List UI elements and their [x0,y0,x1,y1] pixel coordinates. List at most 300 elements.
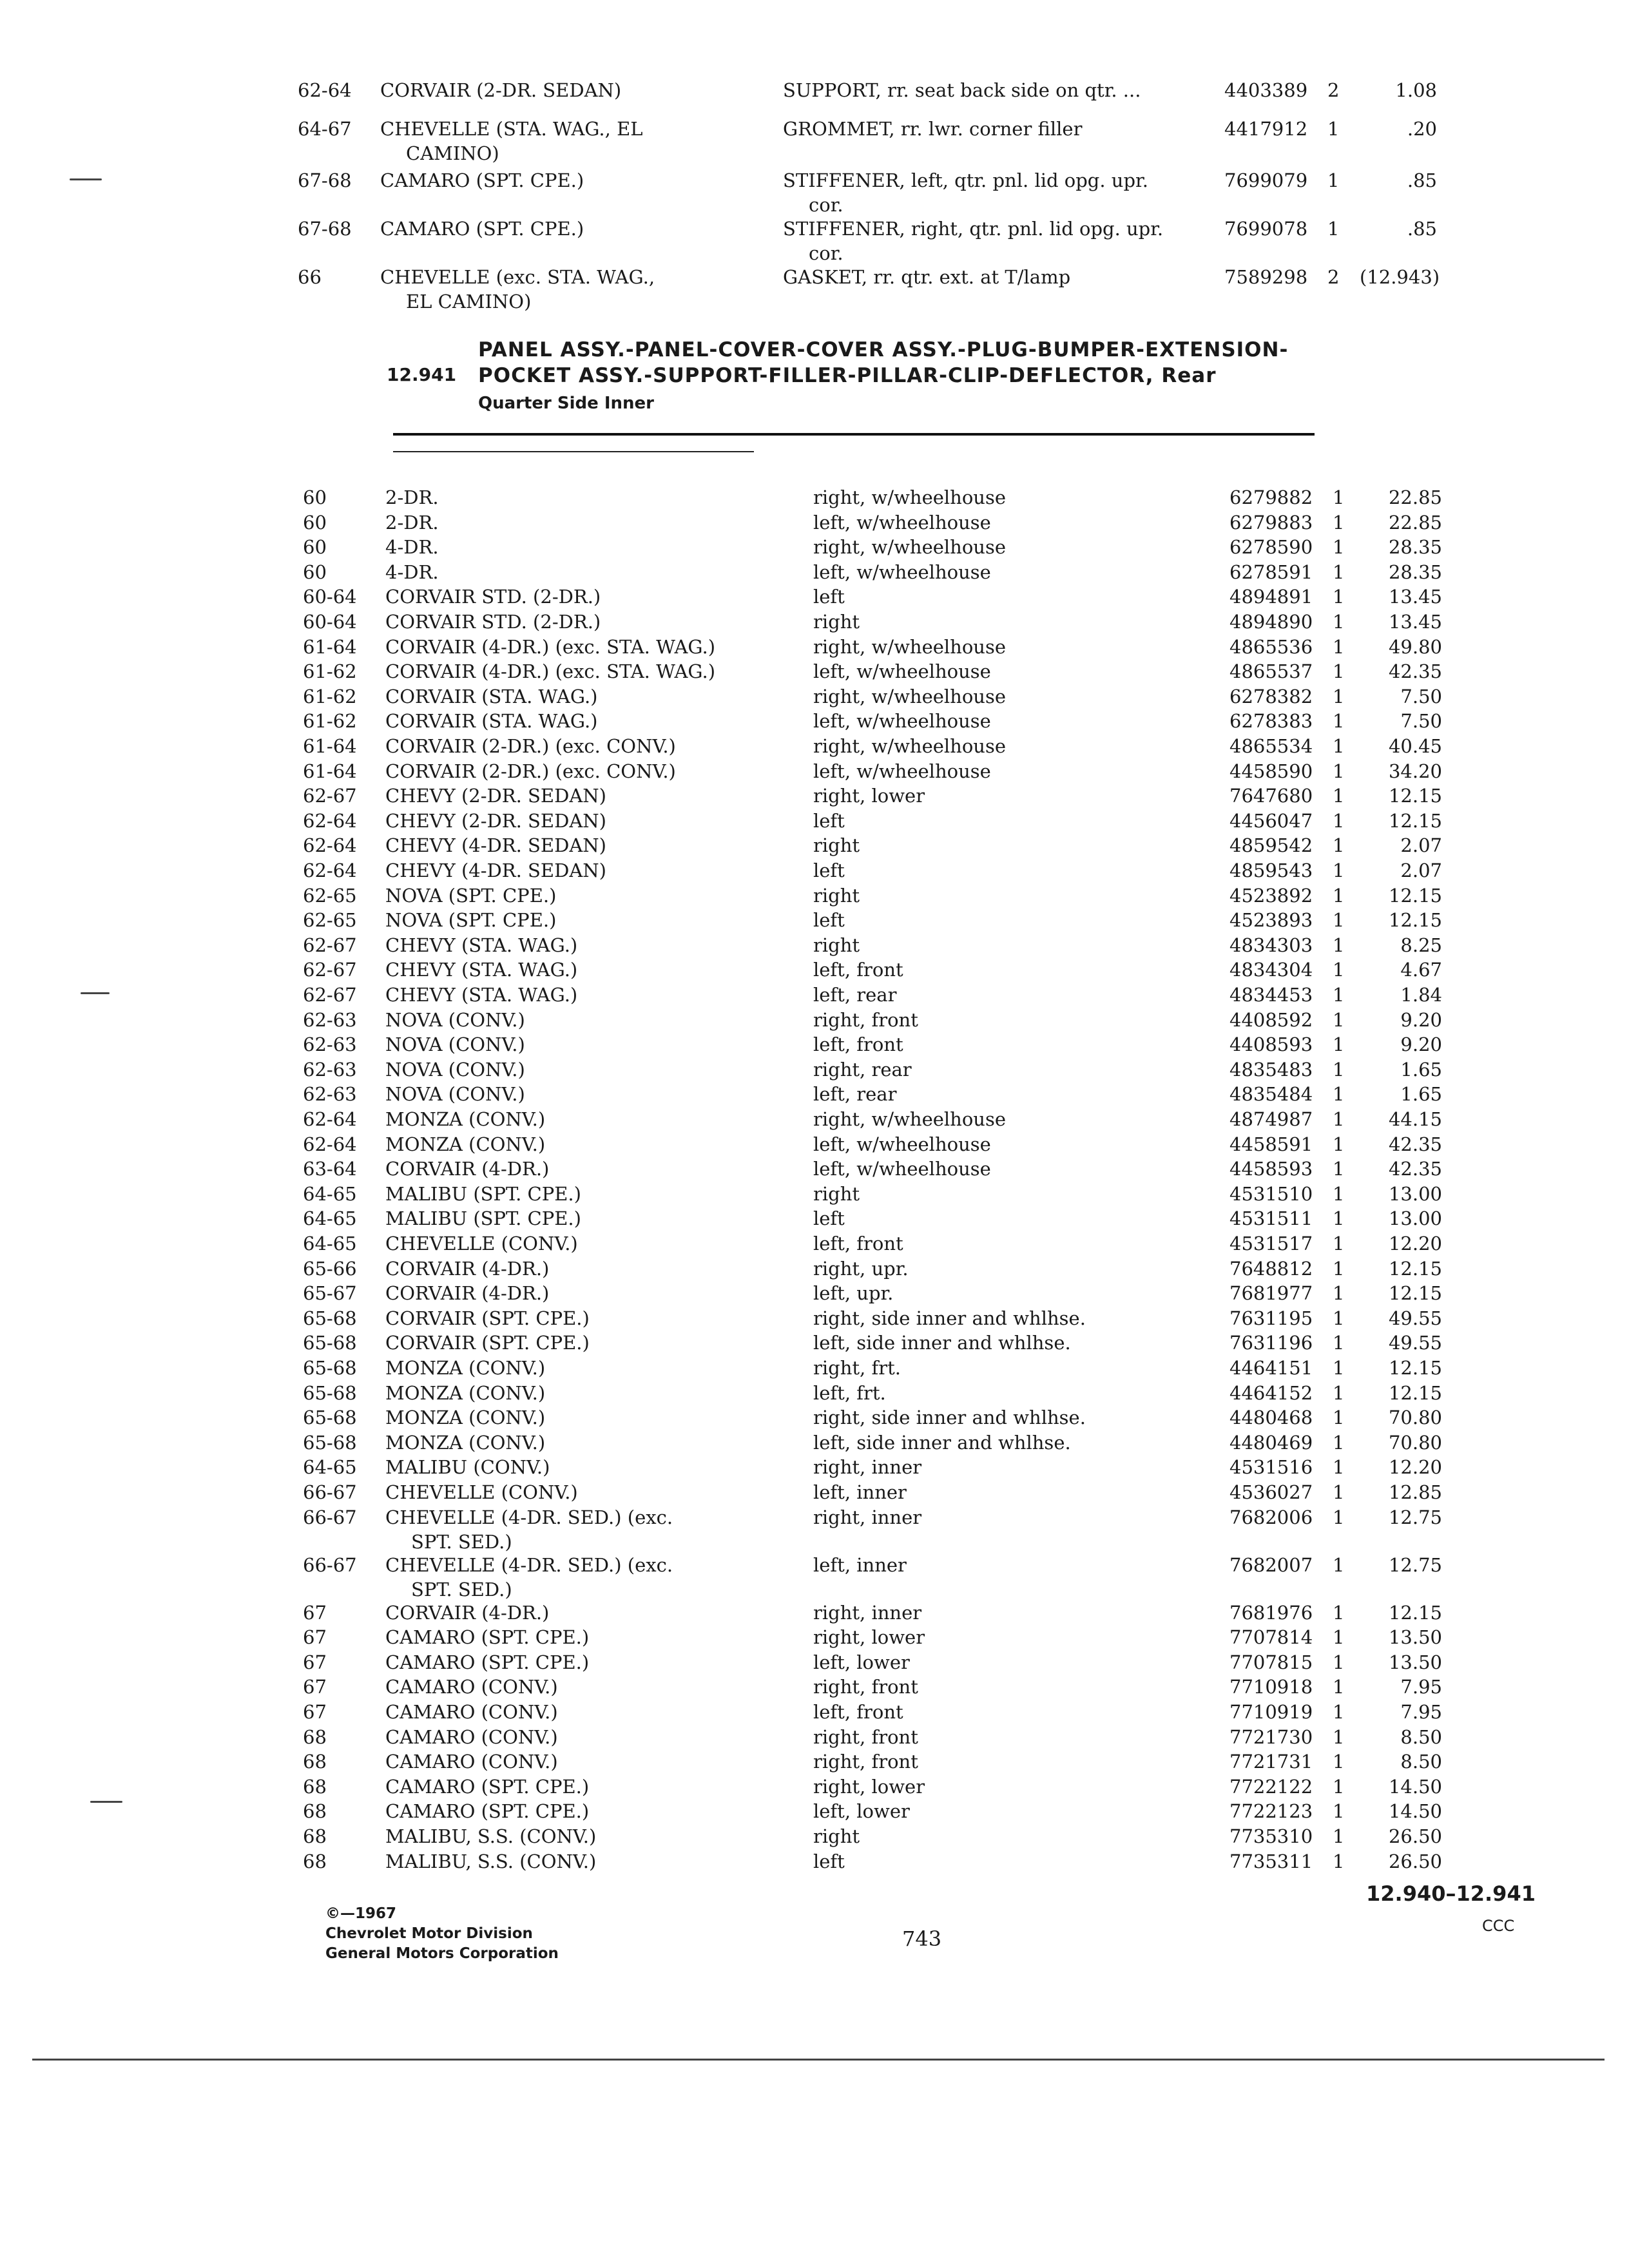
quantity: 1 [1333,486,1345,508]
price: 26.50 [1388,1850,1442,1872]
part-number: 7722122 [1229,1775,1313,1798]
price: 70.80 [1388,1431,1442,1454]
part-description: left, inner [813,1481,907,1503]
parts-row [0,1231,1629,1256]
part-description: left, lower [813,1651,910,1673]
quantity: 1 [1333,1257,1345,1280]
parts-row [0,1430,1629,1456]
model-year: 62-65 [303,909,357,932]
quantity: 1 [1333,1553,1345,1576]
part-number: 4403389 [1224,79,1308,101]
price: 1.65 [1400,1083,1442,1106]
price: 2.07 [1400,834,1442,857]
model-name: NOVA (SPT. CPE.) [385,909,557,932]
quantity: 1 [1333,1626,1345,1649]
quantity: 1 [1333,1357,1345,1379]
part-number: 7631195 [1229,1307,1313,1329]
price: 9.20 [1400,1008,1442,1031]
model-year: 65-68 [303,1357,357,1379]
part-number: 6278591 [1229,561,1313,583]
model-year: 65-68 [303,1307,357,1329]
part-description: right [813,884,860,907]
part-number: 4408593 [1229,1033,1313,1056]
part-description: left [813,1207,845,1230]
model-name: 4-DR. [385,536,439,559]
model-name: CHEVELLE (CONV.) [385,1233,578,1254]
model-year: 61-64 [303,635,357,658]
model-name: CORVAIR (4-DR.) (exc. STA. WAG.) [385,635,716,658]
model-name: CHEVELLE (exc. STA. WAG., [380,266,655,288]
model-year: 68 [303,1725,327,1748]
model-name: MONZA (CONV.) [385,1407,546,1429]
part-description: left, rear [813,1083,897,1106]
price: 1.08 [1395,79,1437,101]
quantity: 1 [1333,1676,1345,1698]
model-year: 65-66 [303,1257,357,1280]
quantity: 1 [1333,984,1345,1006]
parts-row [0,1330,1629,1356]
parts-row [0,1798,1629,1824]
part-description: left, lower [813,1800,910,1823]
quantity: 1 [1333,1381,1345,1404]
part-number: 7647680 [1229,785,1313,807]
model-name: MALIBU, S.S. (CONV.) [385,1825,597,1847]
model-year: 64-65 [303,1233,357,1254]
parts-row [0,1405,1629,1430]
price: 14.50 [1388,1775,1442,1798]
part-number: 4456047 [1229,809,1313,832]
quantity: 1 [1333,561,1345,583]
parts-row [0,534,1629,560]
model-year: 62-64 [303,809,357,832]
model-name: CHEVY (STA. WAG.) [385,934,578,956]
margin-mark [81,992,110,994]
part-description: right, front [813,1676,918,1698]
quantity: 1 [1333,934,1345,956]
part-number: 6278590 [1229,536,1313,559]
price: 12.15 [1388,909,1442,932]
price: 12.20 [1388,1456,1442,1479]
price: 42.35 [1388,1133,1442,1155]
model-year: 68 [303,1825,327,1847]
model-year: 66-67 [303,1553,357,1576]
part-description: GASKET, rr. qtr. ext. at T/lamp [783,266,1071,288]
model-year: 60 [303,561,327,583]
part-number: 4835483 [1229,1058,1313,1081]
parts-row [0,858,1629,883]
model-year: 60 [303,486,327,508]
model-year: 64-65 [303,1182,357,1205]
quantity: 1 [1333,1133,1345,1155]
part-description: right, w/wheelhouse [813,635,1007,658]
model-year: 67 [303,1701,327,1723]
parts-row [0,1256,1629,1282]
parts-row [0,1206,1629,1231]
description-continuation [0,192,1629,218]
part-number: 4859543 [1229,860,1313,881]
parts-row [0,883,1629,908]
part-number: 4874987 [1229,1108,1313,1130]
price: 14.50 [1388,1800,1442,1823]
page-code: CCC [1482,1917,1515,1935]
part-description: left, front [813,1233,903,1254]
quantity: 1 [1333,1207,1345,1230]
row-continuation [0,140,1629,166]
quantity: 1 [1333,860,1345,881]
part-description: right, front [813,1008,918,1031]
part-description: left [813,586,845,608]
quantity: 1 [1333,959,1345,981]
model-year: 62-63 [303,1008,357,1031]
part-description: left, w/wheelhouse [813,1133,991,1155]
part-number: 7648812 [1229,1257,1313,1280]
quantity: 1 [1333,1601,1345,1624]
part-description: right, inner [813,1506,922,1528]
quantity: 1 [1333,1725,1345,1748]
part-number: 7735310 [1229,1825,1313,1847]
row-continuation [0,289,1629,314]
price: 12.20 [1388,1233,1442,1254]
model-name: NOVA (CONV.) [385,1008,525,1031]
model-name: CHEVY (STA. WAG.) [385,984,578,1006]
model-name: CORVAIR (2-DR.) (exc. CONV.) [385,760,676,782]
parts-row [0,634,1629,660]
model-year: 61-62 [303,685,357,707]
parts-row [0,1674,1629,1700]
part-number: 4834453 [1229,984,1313,1006]
model-year: 62-67 [303,785,357,807]
model-year: 61-62 [303,710,357,733]
part-description: right, inner [813,1601,922,1624]
part-description: left, w/wheelhouse [813,760,991,782]
model-name: MALIBU (CONV.) [385,1456,550,1479]
model-name: CHEVELLE (4-DR. SED.) (exc. [385,1553,673,1576]
part-description: left, w/wheelhouse [813,710,991,733]
model-name-continued: EL CAMINO) [406,291,532,312]
parts-row [0,932,1629,958]
parts-row [0,77,1629,103]
quantity: 1 [1333,635,1345,658]
quantity: 1 [1333,1456,1345,1479]
part-description: right [813,834,860,857]
bottom-rule [32,2059,1605,2061]
page-number: 743 [902,1927,942,1951]
model-name-continued: SPT. SED.) [411,1578,512,1600]
copyright-line: ©—1967 [325,1905,397,1922]
quantity: 1 [1333,1332,1345,1354]
part-description: left, w/wheelhouse [813,561,991,583]
part-number: 7735311 [1229,1850,1313,1872]
parts-row [0,1305,1629,1331]
price: 22.85 [1388,486,1442,508]
part-number: 4458593 [1229,1158,1313,1180]
model-year: 64-65 [303,1207,357,1230]
part-number: 7631196 [1229,1332,1313,1354]
quantity: 1 [1333,1701,1345,1723]
model-name: CHEVELLE (STA. WAG., EL [380,118,643,140]
model-year: 62-65 [303,884,357,907]
part-description: right, front [813,1751,918,1773]
price: 12.15 [1388,1601,1442,1624]
part-description: STIFFENER, right, qtr. pnl. lid opg. upr. [783,218,1164,240]
section-title-line-2: POCKET ASSY.-SUPPORT-FILLER-PILLAR-CLIP-DEFLECTOR, Rear [478,364,1217,387]
model-year: 65-68 [303,1381,357,1404]
part-number: 4894891 [1229,586,1313,608]
quantity: 1 [1333,1825,1345,1847]
model-year: 62-63 [303,1083,357,1106]
price: 12.15 [1388,785,1442,807]
price: 12.75 [1388,1506,1442,1528]
part-number: 7721730 [1229,1725,1313,1748]
quantity: 2 [1327,79,1340,101]
model-year: 62-63 [303,1058,357,1081]
price: .85 [1407,169,1437,191]
row-continuation [0,1529,1629,1555]
model-year: 62-67 [303,984,357,1006]
parts-row [0,510,1629,535]
price: 8.50 [1400,1751,1442,1773]
parts-row [0,1007,1629,1033]
row-continuation [0,1577,1629,1602]
price: (12.943) [1360,266,1440,288]
model-year: 68 [303,1751,327,1773]
quantity: 1 [1327,169,1340,191]
price: 40.45 [1388,735,1442,757]
model-name: CORVAIR STD. (2-DR.) [385,586,601,608]
model-name: CORVAIR (STA. WAG.) [385,685,598,707]
price: 12.15 [1388,1357,1442,1379]
model-name: CORVAIR (4-DR.) [385,1257,550,1280]
price: 4.67 [1400,959,1442,981]
parts-row [0,264,1629,290]
parts-row [0,684,1629,709]
part-number: 7681976 [1229,1601,1313,1624]
parts-row [0,1724,1629,1750]
parts-row [0,1479,1629,1505]
quantity: 2 [1327,266,1340,288]
price: 7.95 [1400,1701,1442,1723]
quantity: 1 [1333,1651,1345,1673]
price: 7.50 [1400,685,1442,707]
parts-row [0,708,1629,734]
parts-row [0,907,1629,933]
model-name: MONZA (CONV.) [385,1133,546,1155]
model-year: 65-67 [303,1282,357,1305]
part-number: 4417912 [1224,118,1308,140]
parts-row [0,1749,1629,1774]
model-name: 2-DR. [385,511,439,533]
model-year: 61-64 [303,760,357,782]
quantity: 1 [1333,1008,1345,1031]
model-name: CAMARO (SPT. CPE.) [385,1800,590,1823]
price: 28.35 [1388,536,1442,559]
part-number: 7699079 [1224,169,1308,191]
model-name: CORVAIR (2-DR. SEDAN) [380,79,622,101]
parts-row [0,1504,1629,1530]
quantity: 1 [1333,1033,1345,1056]
model-name: CORVAIR STD. (2-DR.) [385,611,601,633]
model-year: 65-68 [303,1332,357,1354]
section-subtitle: Quarter Side Inner [478,394,654,413]
margin-mark [90,1801,122,1803]
part-description: right, w/wheelhouse [813,685,1007,707]
part-number: 7681977 [1229,1282,1313,1305]
division-name: Chevrolet Motor Division [325,1925,533,1942]
quantity: 1 [1333,760,1345,782]
part-description: right [813,934,860,956]
part-number: 4536027 [1229,1481,1313,1503]
part-description: left, side inner and whlhse. [813,1332,1071,1354]
price: 9.20 [1400,1033,1442,1056]
part-description: left, front [813,1033,903,1056]
price: 1.65 [1400,1058,1442,1081]
part-number: 7699078 [1224,218,1308,240]
quantity: 1 [1333,1850,1345,1872]
part-number: 4865537 [1229,660,1313,683]
part-number: 4408592 [1229,1008,1313,1031]
price: 12.85 [1388,1481,1442,1503]
model-year: 61-62 [303,660,357,683]
part-number: 4894890 [1229,611,1313,633]
quantity: 1 [1333,1800,1345,1823]
model-name: CAMARO (CONV.) [385,1701,558,1723]
part-description: right, lower [813,1775,925,1798]
model-year: 65-68 [303,1407,357,1429]
quantity: 1 [1327,218,1340,240]
model-name: CAMARO (SPT. CPE.) [385,1626,590,1649]
price: 2.07 [1400,860,1442,881]
model-name: CHEVY (4-DR. SEDAN) [385,834,606,857]
model-name: CORVAIR (4-DR.) (exc. STA. WAG.) [385,660,716,683]
margin-mark [70,178,102,180]
model-year: 61-64 [303,735,357,757]
part-number: 7722123 [1229,1800,1313,1823]
model-year: 67 [303,1676,327,1698]
quantity: 1 [1333,1307,1345,1329]
model-year: 62-63 [303,1033,357,1056]
quantity: 1 [1333,735,1345,757]
price: 12.15 [1388,1381,1442,1404]
model-name: CAMARO (CONV.) [385,1725,558,1748]
price: 8.25 [1400,934,1442,956]
part-description: left, w/wheelhouse [813,511,991,533]
model-name: CORVAIR (4-DR.) [385,1601,550,1624]
model-year: 68 [303,1775,327,1798]
parts-row [0,1823,1629,1849]
quantity: 1 [1333,1751,1345,1773]
quantity: 1 [1333,1431,1345,1454]
part-number: 7707814 [1229,1626,1313,1649]
quantity: 1 [1333,1506,1345,1528]
part-description: right, w/wheelhouse [813,735,1007,757]
part-number: 4865536 [1229,635,1313,658]
model-year: 66-67 [303,1481,357,1503]
part-number: 4523893 [1229,909,1313,932]
parts-row [0,1057,1629,1082]
model-name: CORVAIR (4-DR.) [385,1282,550,1305]
part-number: 4480468 [1229,1407,1313,1429]
part-number: 7589298 [1224,266,1308,288]
part-description: left, rear [813,984,897,1006]
price: 13.00 [1388,1207,1442,1230]
price: 12.75 [1388,1553,1442,1576]
parts-row [0,1032,1629,1057]
model-name: MALIBU (SPT. CPE.) [385,1182,581,1205]
model-name: CAMARO (SPT. CPE.) [385,1775,590,1798]
price: .85 [1407,218,1437,240]
quantity: 1 [1333,1108,1345,1130]
quantity: 1 [1333,660,1345,683]
model-name: MALIBU, S.S. (CONV.) [385,1850,597,1872]
model-year: 60 [303,536,327,559]
part-number: 4458590 [1229,760,1313,782]
price: 22.85 [1388,511,1442,533]
price: 13.50 [1388,1626,1442,1649]
parts-row [0,1849,1629,1874]
quantity: 1 [1333,1158,1345,1180]
model-name: CORVAIR (4-DR.) [385,1158,550,1180]
quantity: 1 [1333,710,1345,733]
parts-row [0,1699,1629,1725]
part-number: 7707815 [1229,1651,1313,1673]
model-year: 68 [303,1800,327,1823]
model-name: CAMARO (SPT. CPE.) [385,1651,590,1673]
quantity: 1 [1333,586,1345,608]
model-name: MONZA (CONV.) [385,1381,546,1404]
section-number: 12.941 [387,364,457,385]
part-description: right, w/wheelhouse [813,486,1007,508]
model-name: CAMARO (CONV.) [385,1751,558,1773]
part-number: 4834304 [1229,959,1313,981]
parts-row [0,1649,1629,1675]
model-name: 4-DR. [385,561,439,583]
quantity: 1 [1333,1058,1345,1081]
part-description: right, lower [813,785,925,807]
parts-row [0,1106,1629,1132]
part-number: 4458591 [1229,1133,1313,1155]
model-name: CHEVELLE (CONV.) [385,1481,578,1503]
part-number: 4859542 [1229,834,1313,857]
part-description: left, front [813,1701,903,1723]
part-description: right [813,1825,860,1847]
model-name: MONZA (CONV.) [385,1357,546,1379]
model-name: CORVAIR (SPT. CPE.) [385,1332,590,1354]
price: 13.45 [1388,586,1442,608]
quantity: 1 [1333,511,1345,533]
quantity: 1 [1333,1233,1345,1254]
model-name: CHEVY (2-DR. SEDAN) [385,785,606,807]
parts-row [0,1181,1629,1207]
price: 7.95 [1400,1676,1442,1698]
parts-row [0,116,1629,142]
part-description: right, lower [813,1626,925,1649]
model-year: 67-68 [298,169,352,191]
parts-row [0,485,1629,510]
quantity: 1 [1333,1407,1345,1429]
part-description-continued: cor. [809,194,843,216]
part-description: left, inner [813,1553,907,1576]
part-number: 4835484 [1229,1083,1313,1106]
part-description: left [813,860,845,881]
model-name: CAMARO (SPT. CPE.) [380,218,584,240]
price: 13.45 [1388,611,1442,633]
model-name: CORVAIR (STA. WAG.) [385,710,598,733]
model-name: CAMARO (CONV.) [385,1676,558,1698]
model-year: 62-64 [303,860,357,881]
part-number: 7721731 [1229,1751,1313,1773]
model-year: 68 [303,1850,327,1872]
part-description: right, side inner and whlhse. [813,1407,1086,1429]
